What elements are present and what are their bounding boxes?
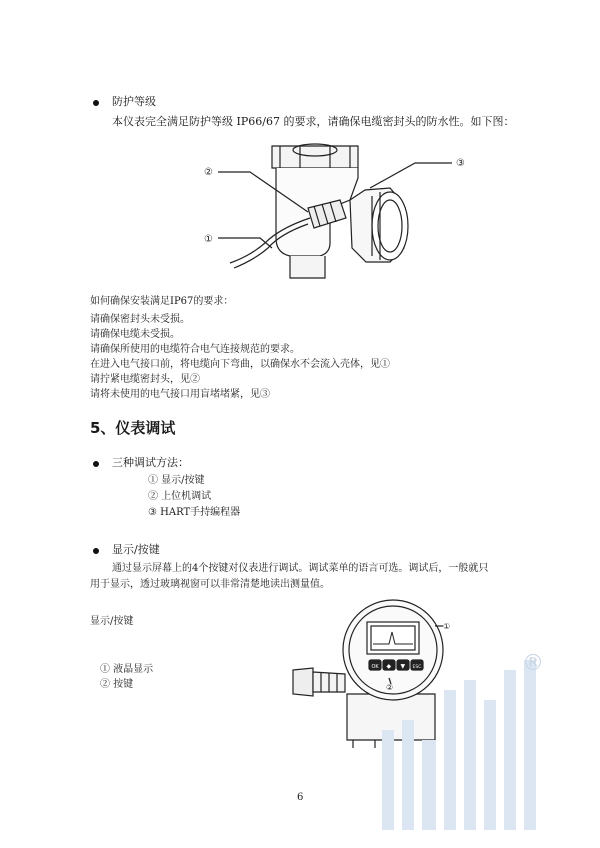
heading-protection: 防护等级 [112, 95, 156, 108]
bullet [93, 461, 99, 467]
bullet [93, 100, 99, 106]
cable-gland-figure [190, 138, 480, 288]
list-item: 请拧紧电缆密封头，见② [90, 374, 200, 385]
display-heading: 显示/按键 [112, 543, 160, 556]
registered-mark: ® [522, 651, 544, 676]
button-down-label: ▼ [400, 663, 406, 670]
button-up-label: ◆ [386, 663, 392, 670]
callout-2: ② [204, 167, 213, 178]
figure-callout-2: ② [386, 683, 394, 692]
method-item: ① 显示/按键 [148, 475, 205, 486]
section-title: 5、仪表调试 [90, 419, 176, 437]
bullet [93, 548, 99, 554]
figure-item: ① 液晶显示 [100, 664, 154, 675]
button-esc-label: ESC [412, 665, 422, 670]
list-item: 请确保密封头未受损。 [90, 314, 190, 325]
method-item: ③ HART手持编程器 [148, 507, 241, 518]
figure-callout-1: ① [443, 622, 451, 631]
callout-3: ③ [456, 158, 465, 169]
figure-label: 显示/按键 [90, 616, 134, 627]
callout-1: ① [204, 234, 213, 245]
list-title: 如何确保安装满足IP67的要求： [90, 296, 234, 307]
figure-item: ② 按键 [100, 679, 134, 690]
list-item: 在进入电气接口前，将电缆向下弯曲，以确保水不会流入壳体，见① [90, 359, 390, 370]
button-ok-label: OK [371, 664, 379, 670]
display-paragraph: 用于显示，透过玻璃视窗可以非常清楚地读出测量值。 [90, 579, 330, 590]
page-number: 6 [297, 792, 304, 803]
methods-heading: 三种调试方法： [112, 456, 189, 469]
method-item: ② 上位机调试 [148, 491, 212, 502]
list-item: 请将未使用的电气接口用盲堵堵紧，见③ [90, 389, 270, 400]
watermark-logo [372, 650, 552, 840]
list-item: 请确保电缆未受损。 [90, 329, 180, 340]
protection-paragraph: 本仪表完全满足防护等级 IP66/67 的要求，请确保电缆密封头的防水性。如下图： [112, 115, 515, 128]
display-paragraph: 通过显示屏幕上的4个按键对仪表进行调试。调试菜单的语言可选。调试后，一般就只 [112, 563, 489, 574]
list-item: 请确保所使用的电缆符合电气连接规范的要求。 [90, 344, 300, 355]
